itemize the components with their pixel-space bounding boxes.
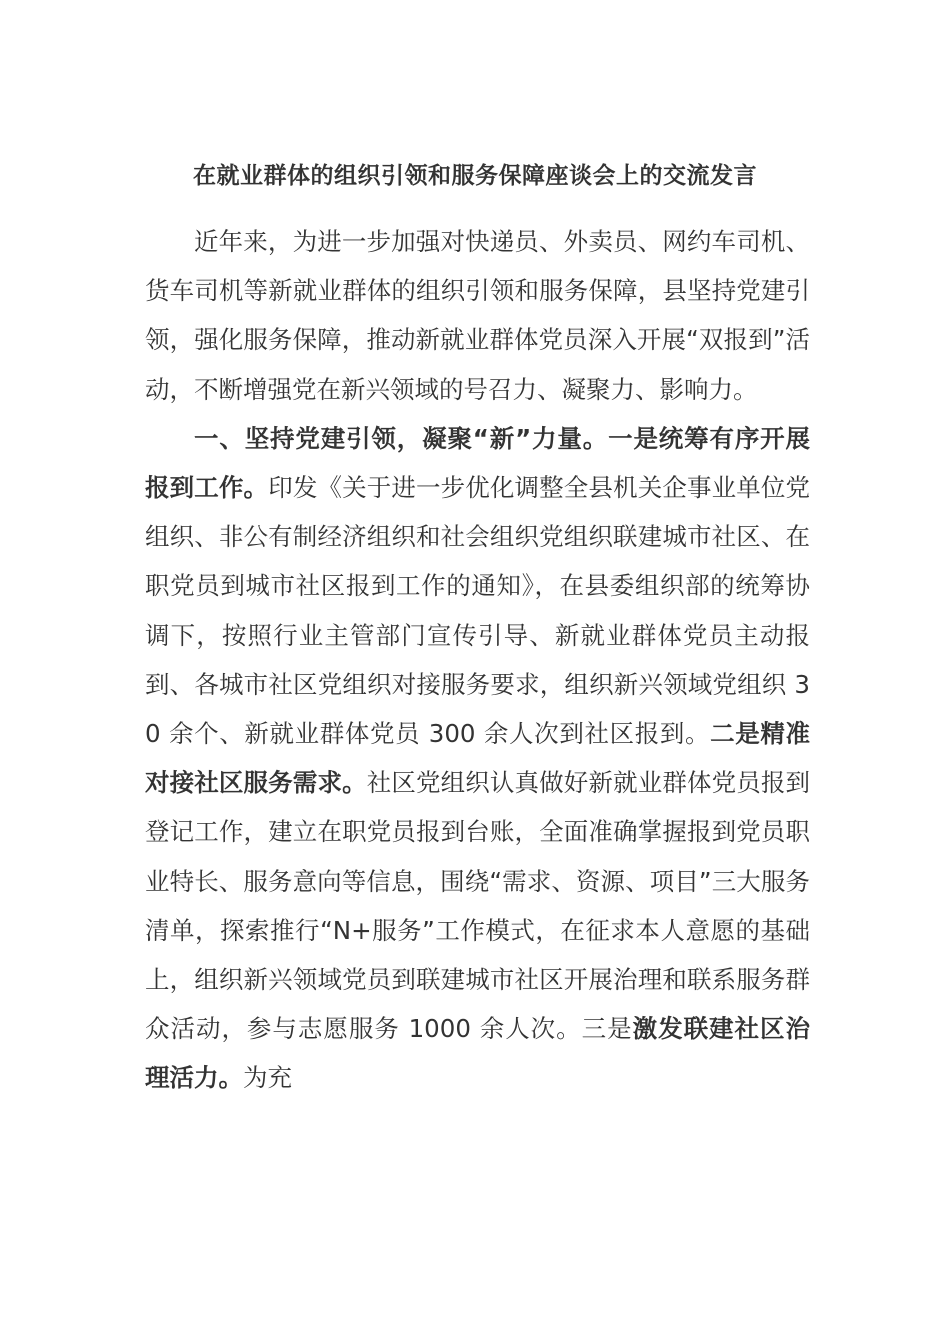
point-two-text: 社区党组织认真做好新就业群体党员报到登记工作，建立在职党员报到台账，全面准确掌握报到党员职业特长、服务意向等信息，围绕“需求、资源、项目”三大服务清单，探索推行“N+服务”工作模式，在征求本人意愿的基础上，组织新兴领域党员到联建城市社区开展治理和联系服务群众活动，参与志愿服务 1000 余人次。: [145, 768, 811, 1044]
point-one-label: 一是统筹有序开展报到工作。: [145, 423, 811, 503]
document-body: [145, 217, 810, 1103]
point-three-text: 为充: [243, 1063, 292, 1093]
intro-paragraph: 近年来，为进一步加强对快递员、外卖员、网约车司机、货车司机等新就业群体的组织引领和服务保障，县坚持党建引领，强化服务保障，推动新就业群体党员深入开展“双报到”活动，不断增强党在新兴领域的号召力、凝聚力、影响力。: [145, 227, 810, 404]
point-three-label: 激发联建社区治理活力。: [145, 1014, 810, 1093]
point-one-text: 印发《关于进一步优化调整全县机关企事业单位党组织、非公有制经济组织和社会组织党组织联建城市社区、在职党员到城市社区报到工作的通知》，在县委组织部的统筹协调下，按照行业主管部门宣传引导、新就业群体党员主动报到、各城市社区党组织对接服务要求，组织新兴领域党组织 30 余个、新就业群体党员 300 余人次到社区报到。: [145, 473, 811, 749]
document-title: 在就业群体的组织引领和服务保障座谈会上的交流发言: [193, 163, 757, 189]
section-one-heading: 一、坚持党建引领，凝聚“新”力量。: [194, 423, 609, 453]
point-three-prefix: 三是: [581, 1014, 633, 1044]
point-two-label: 二是精准对接社区服务需求。: [145, 719, 811, 798]
section-one-paragraph: [145, 414, 810, 1103]
